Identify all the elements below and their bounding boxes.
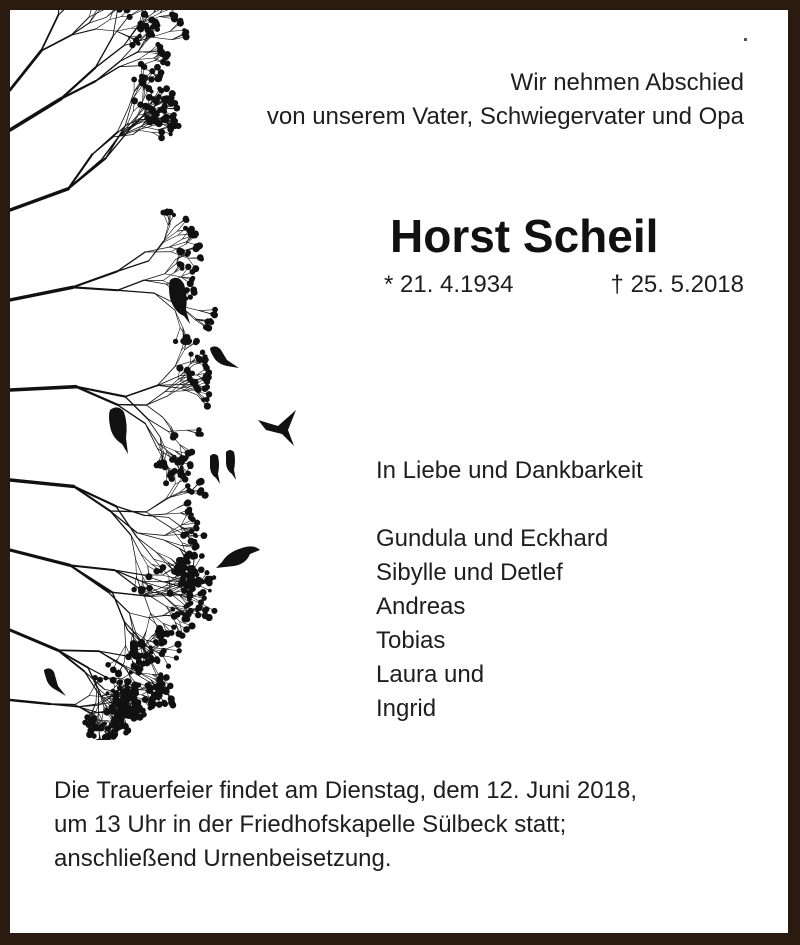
mourner-name: Tobias xyxy=(376,627,446,654)
dot-mark xyxy=(744,38,747,41)
birth-date: * 21. 4.1934 xyxy=(384,271,514,298)
funeral-line: um 13 Uhr in der Friedhofskapelle Sülbeck statt; xyxy=(54,811,567,838)
mourner-name: Gundula und Eckhard xyxy=(376,525,609,552)
obituary-card xyxy=(10,10,788,933)
deceased-name: Horst Scheil xyxy=(390,210,659,262)
funeral-info xyxy=(54,774,637,876)
dedication-text: In Liebe und Dankbarkeit xyxy=(376,457,643,484)
mourners-list xyxy=(376,522,608,726)
funeral-line: Die Trauerfeier findet am Dienstag, dem 12. Juni 2018, xyxy=(54,777,637,804)
mourner-name: Ingrid xyxy=(376,695,437,722)
funeral-line: anschließend Urnenbeisetzung. xyxy=(54,845,392,872)
mourner-name: Andreas xyxy=(376,593,466,620)
mourner-name: Sibylle und Detlef xyxy=(376,559,563,586)
intro-line-1: Wir nehmen Abschied xyxy=(510,69,744,96)
intro-line-2: von unserem Vater, Schwiegervater und Opa xyxy=(266,103,744,130)
death-date: † 25. 5.2018 xyxy=(610,271,744,298)
mourner-name: Laura und xyxy=(376,661,485,688)
